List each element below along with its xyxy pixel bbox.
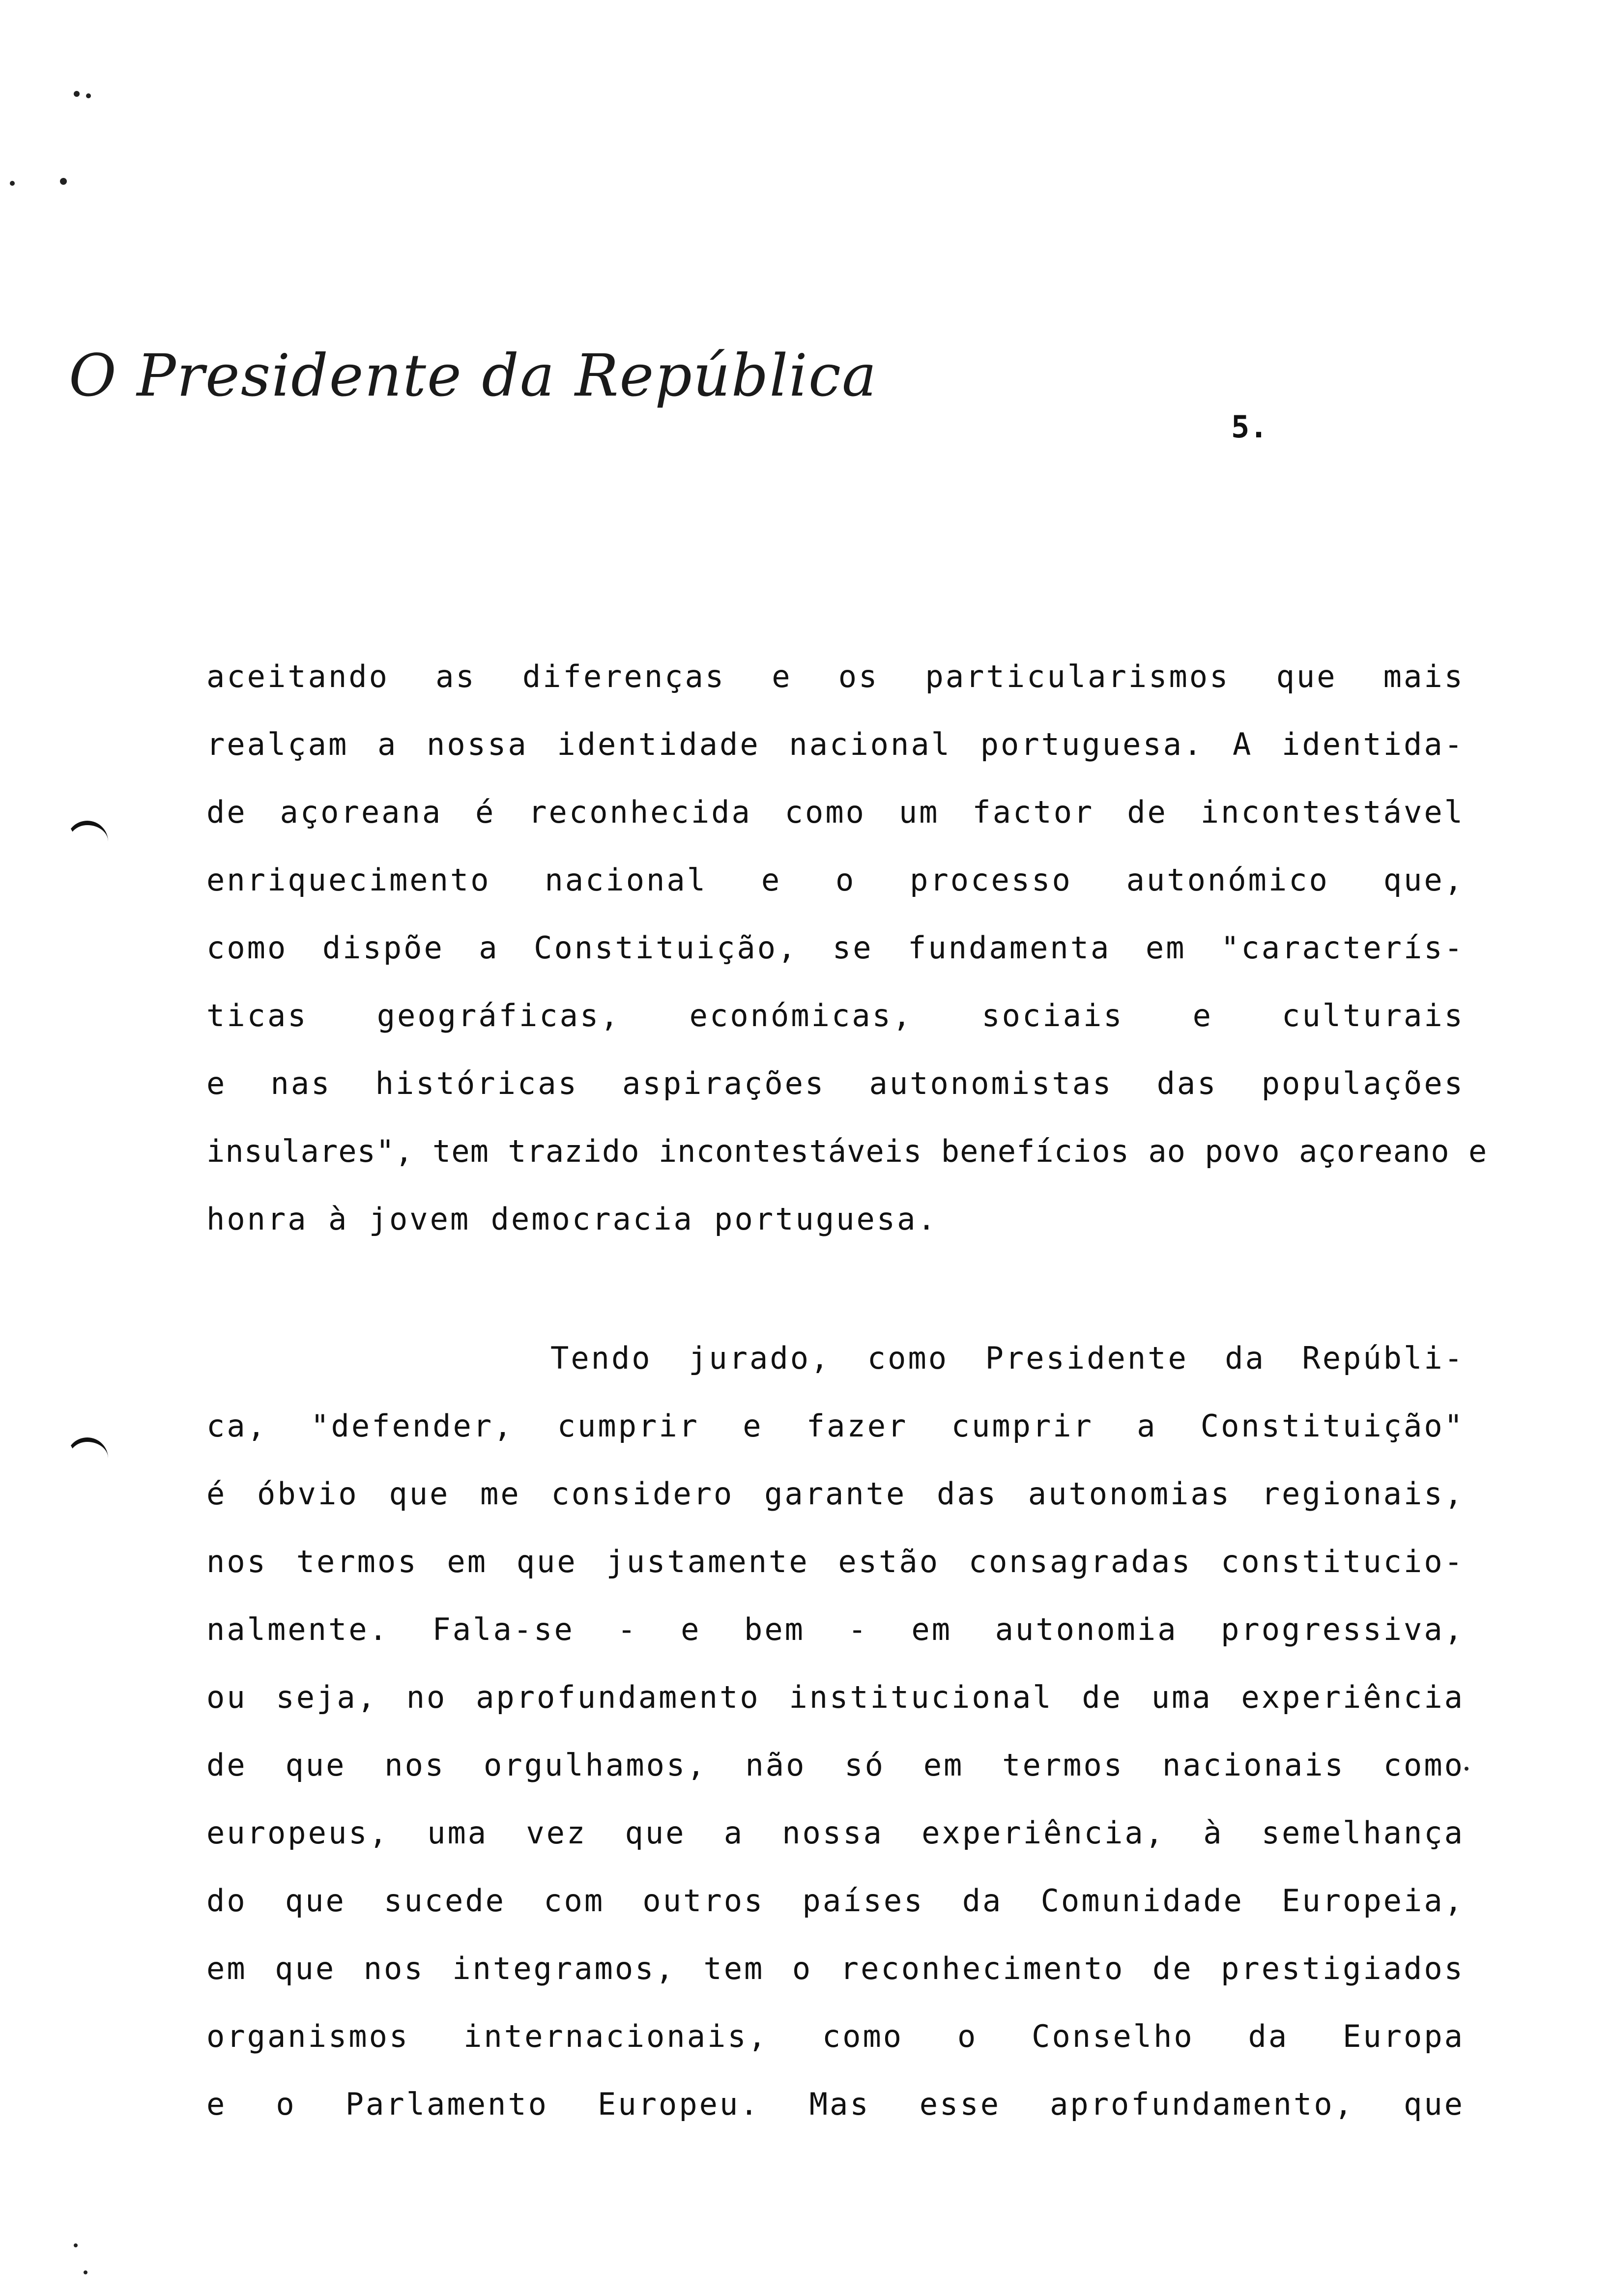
scan-speck xyxy=(74,2243,78,2247)
text-line: e o Parlamento Europeu. Mas esse aprofundamento, que xyxy=(206,2086,1465,2122)
text-line: nalmente. Fala-se - e bem - em autonomia progressiva, xyxy=(206,1611,1465,1647)
scan-speck xyxy=(74,91,80,97)
text-line: é óbvio que me considero garante das autonomias regionais, xyxy=(206,1476,1465,1512)
text-line: aceitando as diferenças e os particularismos que mais xyxy=(206,659,1465,694)
text-line: nos termos em que justamente estão consagradas constitucio- xyxy=(206,1544,1465,1579)
text-line: de açoreana é reconhecida como um factor de incontestável xyxy=(206,794,1465,830)
text-line: ou seja, no aprofundamento institucional de uma experiência xyxy=(206,1679,1465,1715)
page-number: 5. xyxy=(1231,409,1268,445)
text-line: insulares", tem trazido incontestáveis benefícios ao povo açoreano e xyxy=(206,1133,1488,1169)
text-line: ticas geográficas, económicas, sociais e culturais xyxy=(206,998,1465,1033)
scan-speck xyxy=(10,181,15,186)
text-line: europeus, uma vez que a nossa experiência, à semelhança xyxy=(206,1815,1465,1851)
scan-speck xyxy=(1465,1767,1468,1771)
text-line: Tendo jurado, como Presidente da Repúbli- xyxy=(550,1340,1465,1376)
paragraph-2 xyxy=(206,1324,1465,2138)
text-line: em que nos integramos, tem o reconhecimento de prestigiados xyxy=(206,1951,1465,1986)
margin-mark-icon xyxy=(66,821,108,864)
text-line: honra à jovem democracia portuguesa. xyxy=(206,1201,938,1237)
text-line: de que nos orgulhamos, não só em termos nacionais como xyxy=(206,1747,1465,1783)
margin-mark-icon xyxy=(66,1437,108,1481)
text-line: enriquecimento nacional e o processo autonómico que, xyxy=(206,862,1465,898)
paragraph-1 xyxy=(206,643,1488,1253)
text-line: e nas históricas aspirações autonomistas das populações xyxy=(206,1065,1465,1101)
scan-speck xyxy=(60,178,67,185)
text-line: como dispõe a Constituição, se fundamenta em "caracterís- xyxy=(206,930,1465,966)
scan-speck xyxy=(86,93,91,98)
text-line: ca, "defender, cumprir e fazer cumprir a Constituição" xyxy=(206,1408,1465,1444)
text-line: organismos internacionais, como o Conselho da Europa xyxy=(206,2018,1465,2054)
text-line: do que sucede com outros países da Comunidade Europeia, xyxy=(206,1883,1465,1919)
text-line: realçam a nossa identidade nacional portuguesa. A identida- xyxy=(206,726,1465,762)
letterhead-title: O Presidente da República xyxy=(69,342,878,409)
scan-speck xyxy=(84,2270,87,2274)
